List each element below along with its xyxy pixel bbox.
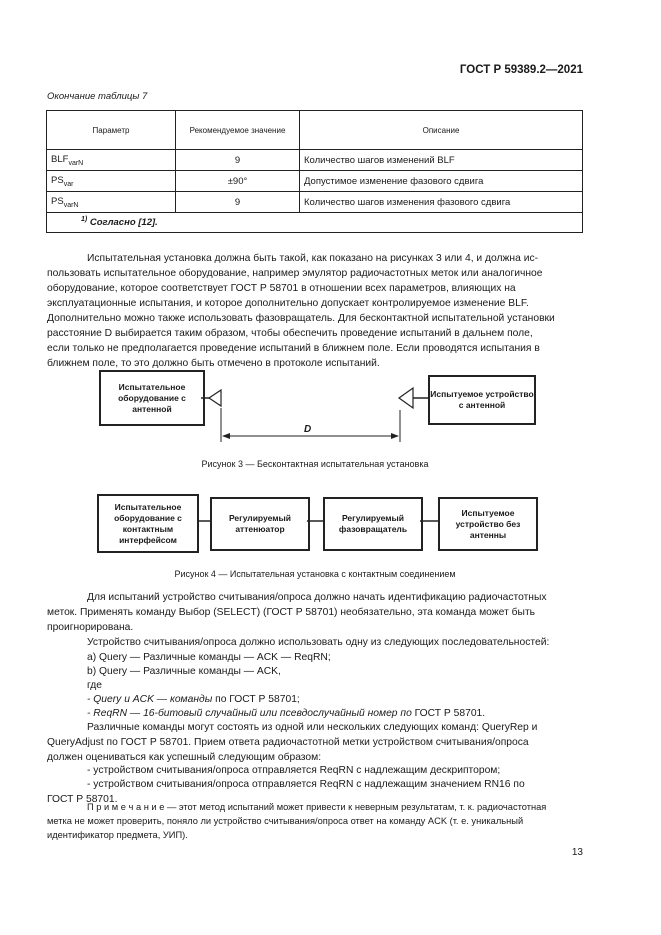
figure4-caption: Рисунок 4 — Испытательная установка с контактным соединением [174, 569, 456, 579]
cell-description: Допустимое изменение фазового сдвига [300, 171, 583, 192]
sequence-b: b) Query — Различные команды — ACK, [87, 666, 281, 677]
text-line: Различные команды могут состоять из одной или нескольких следующих команд: QueryRep и [87, 722, 538, 733]
definition-reqrn: - ReqRN — 16-битовый случайный или псевдослучайный номер по ГОСТ Р 58701. [87, 708, 486, 719]
paragraph-identification [47, 590, 583, 635]
definition-query-ack: - Query и ACK — команды по ГОСТ Р 58701; [87, 694, 300, 705]
text-line: метка не может проверить, поняло ли устройство считывания/опроса ответ на команду ACK (т. е. уникальный [47, 816, 524, 826]
phase-shifter-box: Регулируемый фазовращатель [323, 497, 423, 551]
text-line: расстояние D выбирается таким образом, чтобы обеспечить проведение испытаний в дальнем поле, [47, 328, 533, 339]
cell-description: Количество шагов изменения фазового сдвига [300, 192, 583, 213]
text-line: если только не предполагается проведение испытаний в ближнем поле. Если проводятся испытания в [47, 343, 540, 354]
text-line: меток. Применять команду Выбор (SELECT) (ГОСТ Р 58701) необязательно, эта команда может быть [47, 607, 536, 618]
table-row [47, 171, 583, 192]
text-line: пользовать испытательное оборудование, например эмулятор радиочастотных меток или аналогичное [47, 268, 543, 279]
device-under-test-box: Испытуемое устройство с антенной [428, 375, 536, 425]
column-header-description: Описание [300, 111, 583, 150]
text-line: QueryAdjust по ГОСТ Р 58701. Прием ответа радиочастотной метки устройством считывания/опроса [47, 737, 529, 748]
cell-parameter: $BLF_{varN}$ [47, 150, 176, 171]
text-line: Испытательная установка должна быть такой, как показано на рисунках 3 или 4, и должна ис- [87, 253, 539, 264]
table-footnote-row [47, 213, 583, 233]
device-under-test-no-antenna-box: Испытуемое устройство без антенны [438, 497, 538, 551]
distance-label: D [304, 424, 312, 435]
figure4-connections [190, 515, 450, 527]
table-caption: Окончание таблицы 7 [47, 91, 148, 102]
table-footnote: $^{1)}$ Согласно [12]. [47, 213, 583, 233]
parameters-table [46, 110, 583, 233]
where-label: где [87, 680, 103, 691]
table-row [47, 192, 583, 213]
arrow-right-icon [391, 433, 399, 439]
text-line: - устройством считывания/опроса отправляется ReqRN с надлежащим значением RN16 по [87, 779, 525, 790]
table-header-row [47, 111, 583, 150]
test-equipment-box: Испытательное оборудование с антенной [99, 370, 205, 426]
text-line: Дополнительно можно также использовать фазовращатель. Для бесконтактной испытательной установки [47, 313, 555, 324]
figure3-diagram [195, 380, 435, 450]
text-line: должен оцениваться как успешный следующим образом: [47, 752, 322, 763]
sequence-a: a) Query — Различные команды — ACK — ReqRN; [87, 652, 331, 663]
paragraph-test-setup [47, 251, 583, 371]
note-block [47, 800, 583, 842]
test-equipment-contact-box: Испытательное оборудование с контактным интерфейсом [97, 494, 199, 553]
text-line: ближнем поле, то это должно быть отмечено в протоколе испытаний. [47, 358, 380, 369]
sequences-intro: Устройство считывания/опроса должно использовать одну из следующих последовательностей: [87, 637, 550, 648]
cell-value: 9 [176, 150, 300, 171]
figure3-caption: Рисунок 3 — Бесконтактная испытательная установка [201, 459, 429, 469]
column-header-parameter: Параметр [47, 111, 176, 150]
text-line: идентификатор предмета, УИП). [47, 830, 188, 840]
text-line: ГОСТ Р 58701. [47, 794, 118, 805]
text-line: оборудование, которое соответствует ГОСТ Р 58701 в отношении всех параметров, влияющих на [47, 283, 516, 294]
text-line: проигнорирована. [47, 622, 134, 633]
bullet-descriptor: - устройством считывания/опроса отправляется ReqRN с надлежащим дескриптором; [87, 765, 501, 776]
cell-description: Количество шагов изменений BLF [300, 150, 583, 171]
right-antenna-icon [399, 388, 413, 408]
text-line: Для испытаний устройство считывания/опроса должно начать идентификацию радиочастотных [87, 592, 547, 603]
arrow-left-icon [222, 433, 230, 439]
cell-value: ±90° [176, 171, 300, 192]
cell-parameter: $PS_{varN}$ [47, 192, 176, 213]
text-line: П р и м е ч а н и е — этот метод испытаний может привести к неверным результатам, т. к. радиочастотная [87, 802, 547, 812]
page-number: 13 [571, 847, 583, 858]
text-line: эксплуатационные испытания, и которое дополнительно допускает контролируемое изменение BLF. [47, 298, 529, 309]
cell-value: 9 [176, 192, 300, 213]
column-header-value: Рекомендуемое значение [176, 111, 300, 150]
cell-parameter: $PS_{var}$ [47, 171, 176, 192]
table-row [47, 150, 583, 171]
attenuator-box: Регулируемый аттенюатор [210, 497, 310, 551]
paragraph-commands [47, 720, 583, 765]
document-code: ГОСТ Р 59389.2—2021 [459, 64, 583, 76]
left-antenna-icon [209, 390, 221, 406]
